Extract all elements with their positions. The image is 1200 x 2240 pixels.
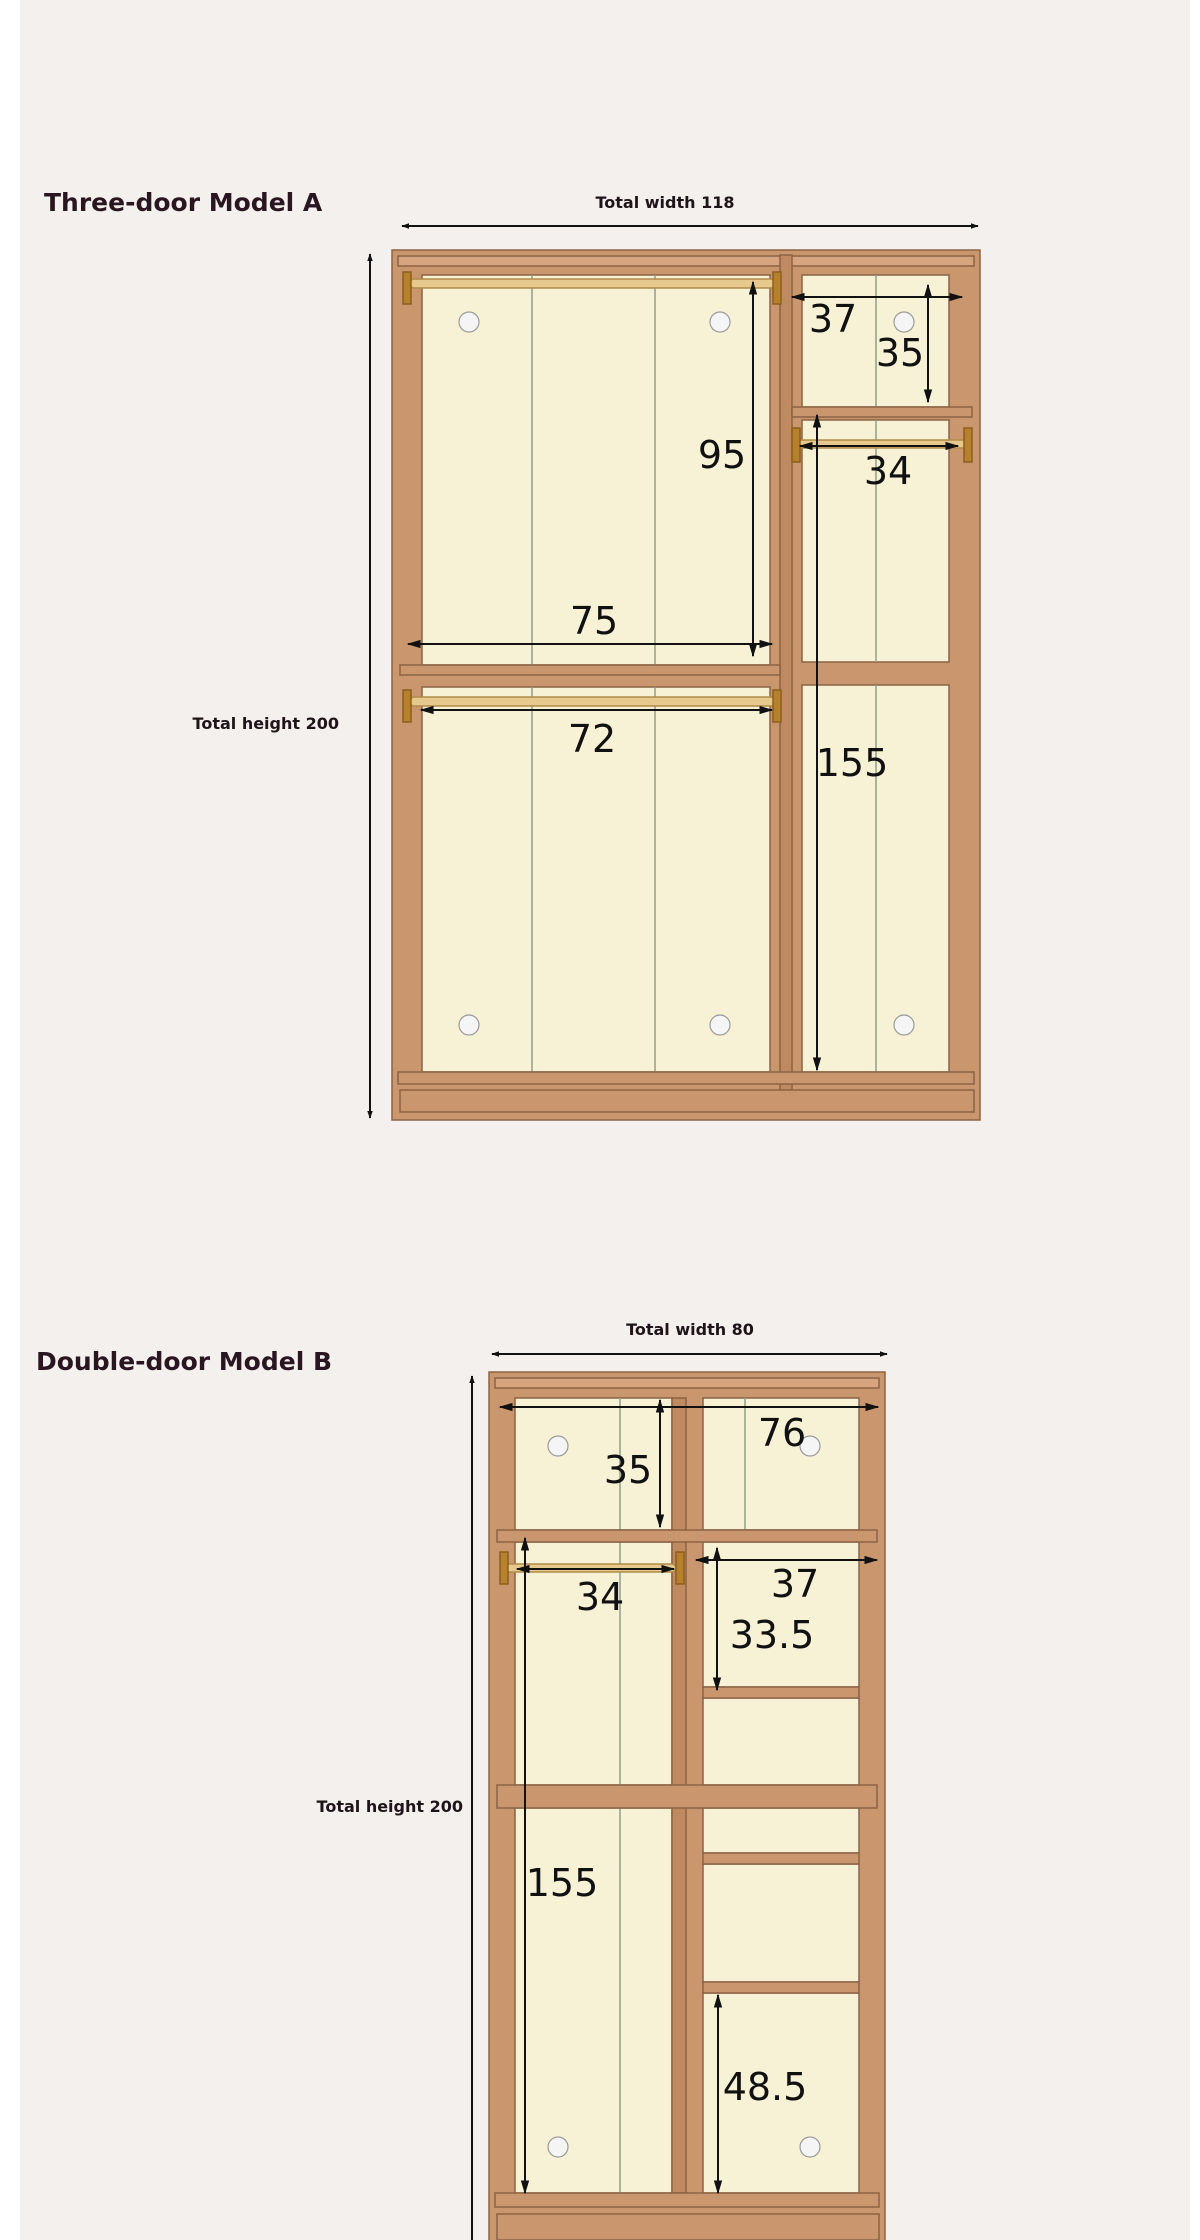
model-a-total-height-label: Total height 200 (192, 714, 339, 733)
model-b-knob (800, 2137, 820, 2157)
model-b-knob (548, 2137, 568, 2157)
model-a-knob (710, 1015, 730, 1035)
model-b-dim-48-5: 48.5 (722, 2065, 808, 2109)
model-b-right-shelf-3 (703, 1808, 859, 1853)
model-b-wardrobe (489, 1372, 885, 2240)
model-a-title: Three-door Model A (44, 188, 323, 217)
model-a-dim-72: 72 (567, 717, 617, 761)
model-a-dim-37: 37 (808, 297, 858, 341)
model-a-dim-155: 155 (815, 741, 889, 785)
model-b-dim-76: 76 (757, 1411, 807, 1455)
model-a-hanging-rail-top (410, 279, 775, 288)
model-b-right-shelf-2 (703, 1698, 859, 1785)
model-a-total-width-label: Total width 118 (595, 193, 735, 212)
model-a-center-divider (780, 255, 792, 1091)
model-a-dim-75: 75 (569, 599, 619, 643)
model-b-dim-35: 35 (603, 1448, 653, 1492)
model-a-knob (459, 312, 479, 332)
model-b-title: Double-door Model B (36, 1347, 333, 1376)
model-b-dim-34: 34 (575, 1575, 625, 1619)
model-a-knob (459, 1015, 479, 1035)
model-b-dim-33-5: 33.5 (729, 1613, 815, 1657)
model-b-knob (548, 1436, 568, 1456)
model-a-knob (894, 312, 914, 332)
model-b-total-height-label: Total height 200 (316, 1797, 463, 1816)
model-b-dim-37: 37 (770, 1562, 820, 1606)
model-a-dim-35: 35 (875, 331, 925, 375)
model-b-total-width-label: Total width 80 (626, 1320, 754, 1339)
model-a-hanging-rail-lower (410, 697, 775, 706)
model-a-wardrobe (392, 250, 980, 1120)
model-a-knob (710, 312, 730, 332)
model-a-dim-34: 34 (863, 449, 913, 493)
model-b-right-shelf-4 (703, 1864, 859, 1982)
model-a-knob (894, 1015, 914, 1035)
model-a-dim-95: 95 (697, 433, 747, 477)
model-b-dim-155: 155 (525, 1861, 599, 1905)
